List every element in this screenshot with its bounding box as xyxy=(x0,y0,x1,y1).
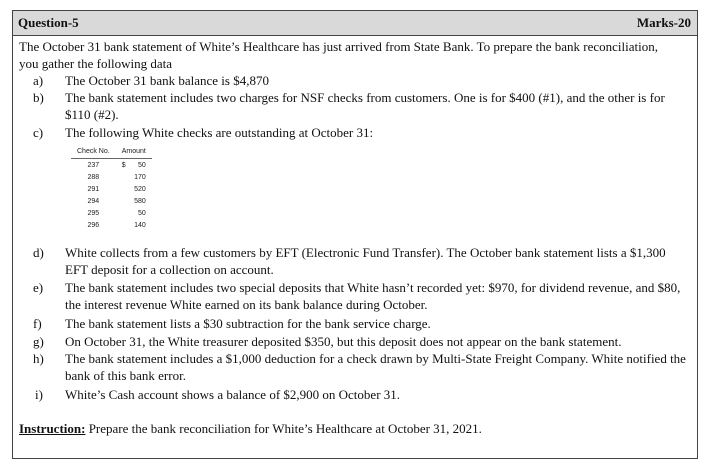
item-label: f) xyxy=(33,316,42,331)
item-label: c) xyxy=(33,125,44,140)
check-amount: 580 xyxy=(134,197,146,205)
check-number: 296 xyxy=(87,221,100,229)
check-number: 295 xyxy=(87,209,100,217)
check-amount: 520 xyxy=(134,185,146,193)
check-number: 291 xyxy=(87,185,100,193)
outstanding-checks-table xyxy=(71,146,152,231)
table-row xyxy=(71,207,152,219)
table-row xyxy=(71,195,152,207)
item-text: The October 31 bank balance is $4,870 xyxy=(65,73,269,88)
check-number: 288 xyxy=(87,173,100,181)
item-text: White collects from a few customers by EFT (Electronic Fund Transfer). The October bank statement lists a $1,300 EFT deposit for a collection on account. xyxy=(65,245,666,277)
question-header xyxy=(13,11,697,36)
item-text: The bank statement lists a $30 subtraction for the bank service charge. xyxy=(65,316,431,331)
table-row xyxy=(71,183,152,195)
item-label: i) xyxy=(35,387,43,402)
item-label: e) xyxy=(33,280,44,295)
column-header-check-no: Check No. xyxy=(71,146,116,159)
item-text: The following White checks are outstanding at October 31: xyxy=(65,125,374,140)
table-row xyxy=(71,219,152,231)
intro-line: you gather the following data xyxy=(19,56,173,71)
item-label: b) xyxy=(33,90,44,105)
check-number: 237 xyxy=(87,161,100,169)
question-number: Question-5 xyxy=(18,15,79,30)
check-amount-cell xyxy=(116,159,152,172)
check-amount: 50 xyxy=(138,209,146,217)
intro-paragraph xyxy=(19,38,691,72)
marks-label: Marks-20 xyxy=(636,15,691,30)
item-text: The bank statement includes a $1,000 deduction for a check drawn by Multi-State Freight Company. White notified the bank of this bank error. xyxy=(65,351,686,383)
item-text: On October 31, the White treasurer deposited $350, but this deposit does not appear on the bank statement. xyxy=(65,334,622,349)
check-amount: 170 xyxy=(134,173,146,181)
check-number: 294 xyxy=(87,197,100,205)
item-label: d) xyxy=(33,245,44,260)
check-amount: 50 xyxy=(138,161,146,169)
item-text: The bank statement includes two special deposits that White hasn’t recorded yet: $970, for dividend revenue, and $80, the interest revenue White earned on its bank balance during October. xyxy=(65,280,681,312)
check-amount: 140 xyxy=(134,221,146,229)
table-row xyxy=(71,159,152,172)
instruction-text: Prepare the bank reconciliation for White’s Healthcare at October 31, 2021. xyxy=(85,421,482,436)
item-text: White’s Cash account shows a balance of $2,900 on October 31. xyxy=(65,387,401,402)
currency-symbol: $ xyxy=(121,161,126,169)
intro-line: The October 31 bank statement of White’s Healthcare has just arrived from State Bank. To prepare the bank reconciliation, xyxy=(19,39,658,54)
item-label: a) xyxy=(33,73,44,88)
instruction-label: Instruction: xyxy=(19,421,86,436)
item-label: h) xyxy=(33,351,44,366)
instruction xyxy=(19,421,482,437)
question-box xyxy=(12,10,698,459)
item-text: The bank statement includes two charges for NSF checks from customers. One is for $400 (#1), and the other is for $110 (#2). xyxy=(65,90,665,122)
column-header-amount: Amount xyxy=(116,146,152,159)
item-label: g) xyxy=(33,334,44,349)
table-row xyxy=(71,171,152,183)
